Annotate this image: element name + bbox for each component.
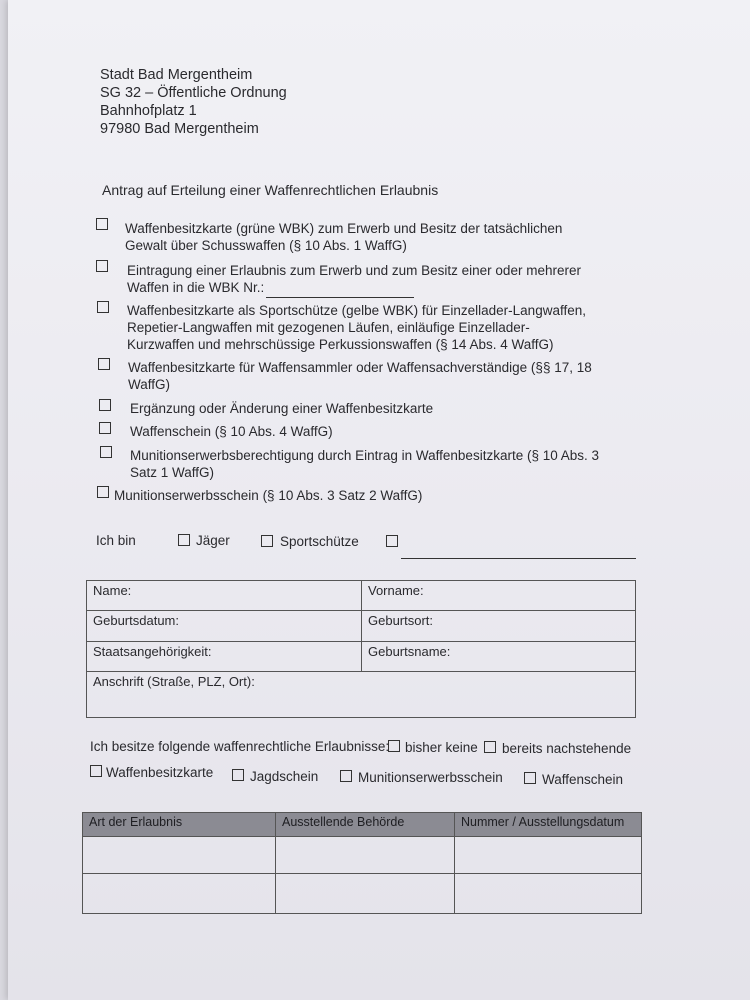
wbk-checkbox[interactable] — [90, 765, 102, 777]
jaeger-checkbox[interactable] — [178, 534, 190, 546]
option-4-checkbox[interactable] — [98, 358, 110, 370]
geburtsname-field[interactable]: Geburtsname: — [362, 642, 636, 672]
ich-bin-label: Ich bin — [96, 533, 136, 548]
permit-behoerde-cell[interactable] — [276, 837, 455, 874]
jagdschein-label: Jagdschein — [250, 769, 319, 784]
address-line-1: Stadt Bad Mergentheim — [100, 67, 253, 83]
option-6-text: Waffenschein (§ 10 Abs. 4 WaffG) — [130, 424, 333, 439]
bisher-keine-checkbox[interactable] — [388, 740, 400, 752]
option-2-checkbox[interactable] — [96, 260, 108, 272]
option-5-checkbox[interactable] — [99, 399, 111, 411]
table-row — [83, 874, 642, 914]
bereits-checkbox[interactable] — [484, 741, 496, 753]
option-8-checkbox[interactable] — [97, 486, 109, 498]
table-row — [83, 837, 642, 874]
option-7-checkbox[interactable] — [100, 446, 112, 458]
address-line-2: SG 32 – Öffentliche Ordnung — [100, 85, 287, 101]
recipient-address — [100, 66, 287, 138]
geburtsort-field[interactable]: Geburtsort: — [362, 611, 636, 642]
vorname-field[interactable]: Vorname: — [362, 581, 636, 611]
permits-header-nummer: Nummer / Ausstellungsdatum — [455, 813, 642, 837]
wbk-number-line[interactable] — [266, 297, 414, 298]
jagdschein-checkbox[interactable] — [232, 769, 244, 781]
permits-header-art: Art der Erlaubnis — [83, 813, 276, 837]
form-heading: Antrag auf Erteilung einer Waffenrechtlichen Erlaubnis — [102, 182, 439, 198]
permits-header-behoerde: Ausstellende Behörde — [276, 813, 455, 837]
permit-nummer-cell[interactable] — [455, 874, 642, 914]
option-5-text: Ergänzung oder Änderung einer Waffenbesitzkarte — [130, 401, 434, 416]
option-1-text: Waffenbesitzkarte (grüne WBK) zum Erwerb und Besitz der tatsächlichen Gewalt über Schusswaffen (§ 10 Abs. 1 WaffG) — [125, 221, 563, 253]
option-1-checkbox[interactable] — [96, 218, 108, 230]
besitz-intro: Ich besitze folgende waffenrechtliche Erlaubnisse: — [90, 739, 390, 754]
geburtsdatum-field[interactable]: Geburtsdatum: — [87, 611, 362, 642]
sportschuetze-label: Sportschütze — [280, 534, 359, 549]
option-4-text: Waffenbesitzkarte für Waffensammler oder Waffensachverständige (§§ 17, 18 WaffG) — [128, 360, 592, 392]
other-checkbox[interactable] — [386, 535, 398, 547]
bisher-keine-label: bisher keine — [405, 740, 478, 755]
staatsangehoerigkeit-field[interactable]: Staatsangehörigkeit: — [87, 642, 362, 672]
option-3-text: Waffenbesitzkarte als Sportschütze (gelbe WBK) für Einzellader-Langwaffen, Repetier-Langwaffen mit gezogenen Läufen, einläufige Einzellader- Kurzwaffen und mehrschüssige Perkussionswaffen (§ 14 Abs. 4 WaffG) — [127, 303, 586, 352]
jaeger-label: Jäger — [196, 533, 230, 548]
permit-art-cell[interactable] — [83, 837, 276, 874]
address-line-3: Bahnhofplatz 1 — [100, 103, 197, 119]
option-6-checkbox[interactable] — [99, 422, 111, 434]
waffenschein-checkbox[interactable] — [524, 772, 536, 784]
permit-nummer-cell[interactable] — [455, 837, 642, 874]
address-line-4: 97980 Bad Mergentheim — [100, 121, 259, 137]
personal-data-table — [86, 580, 636, 718]
permit-art-cell[interactable] — [83, 874, 276, 914]
sportschuetze-checkbox[interactable] — [261, 535, 273, 547]
permits-table — [82, 812, 642, 914]
name-field[interactable]: Name: — [87, 581, 362, 611]
permit-behoerde-cell[interactable] — [276, 874, 455, 914]
option-8-text: Munitionserwerbsschein (§ 10 Abs. 3 Satz 2 WaffG) — [114, 488, 423, 503]
munitionserwerbsschein-label: Munitionserwerbsschein — [358, 770, 503, 785]
option-3-checkbox[interactable] — [97, 301, 109, 313]
waffenschein-label: Waffenschein — [542, 772, 624, 787]
option-7-text: Munitionserwerbsberechtigung durch Eintrag in Waffenbesitzkarte (§ 10 Abs. 3 Satz 1 WaffG) — [130, 448, 600, 480]
form-page — [8, 0, 750, 1000]
option-2-text: Eintragung einer Erlaubnis zum Erwerb und zum Besitz einer oder mehrerer Waffen in die WBK Nr.: — [127, 263, 581, 295]
wbk-label: Waffenbesitzkarte — [106, 765, 214, 780]
other-text-line[interactable] — [401, 558, 636, 559]
munitionserwerbsschein-checkbox[interactable] — [340, 770, 352, 782]
bereits-label: bereits nachstehende — [502, 741, 632, 756]
anschrift-field[interactable]: Anschrift (Straße, PLZ, Ort): — [87, 672, 636, 718]
